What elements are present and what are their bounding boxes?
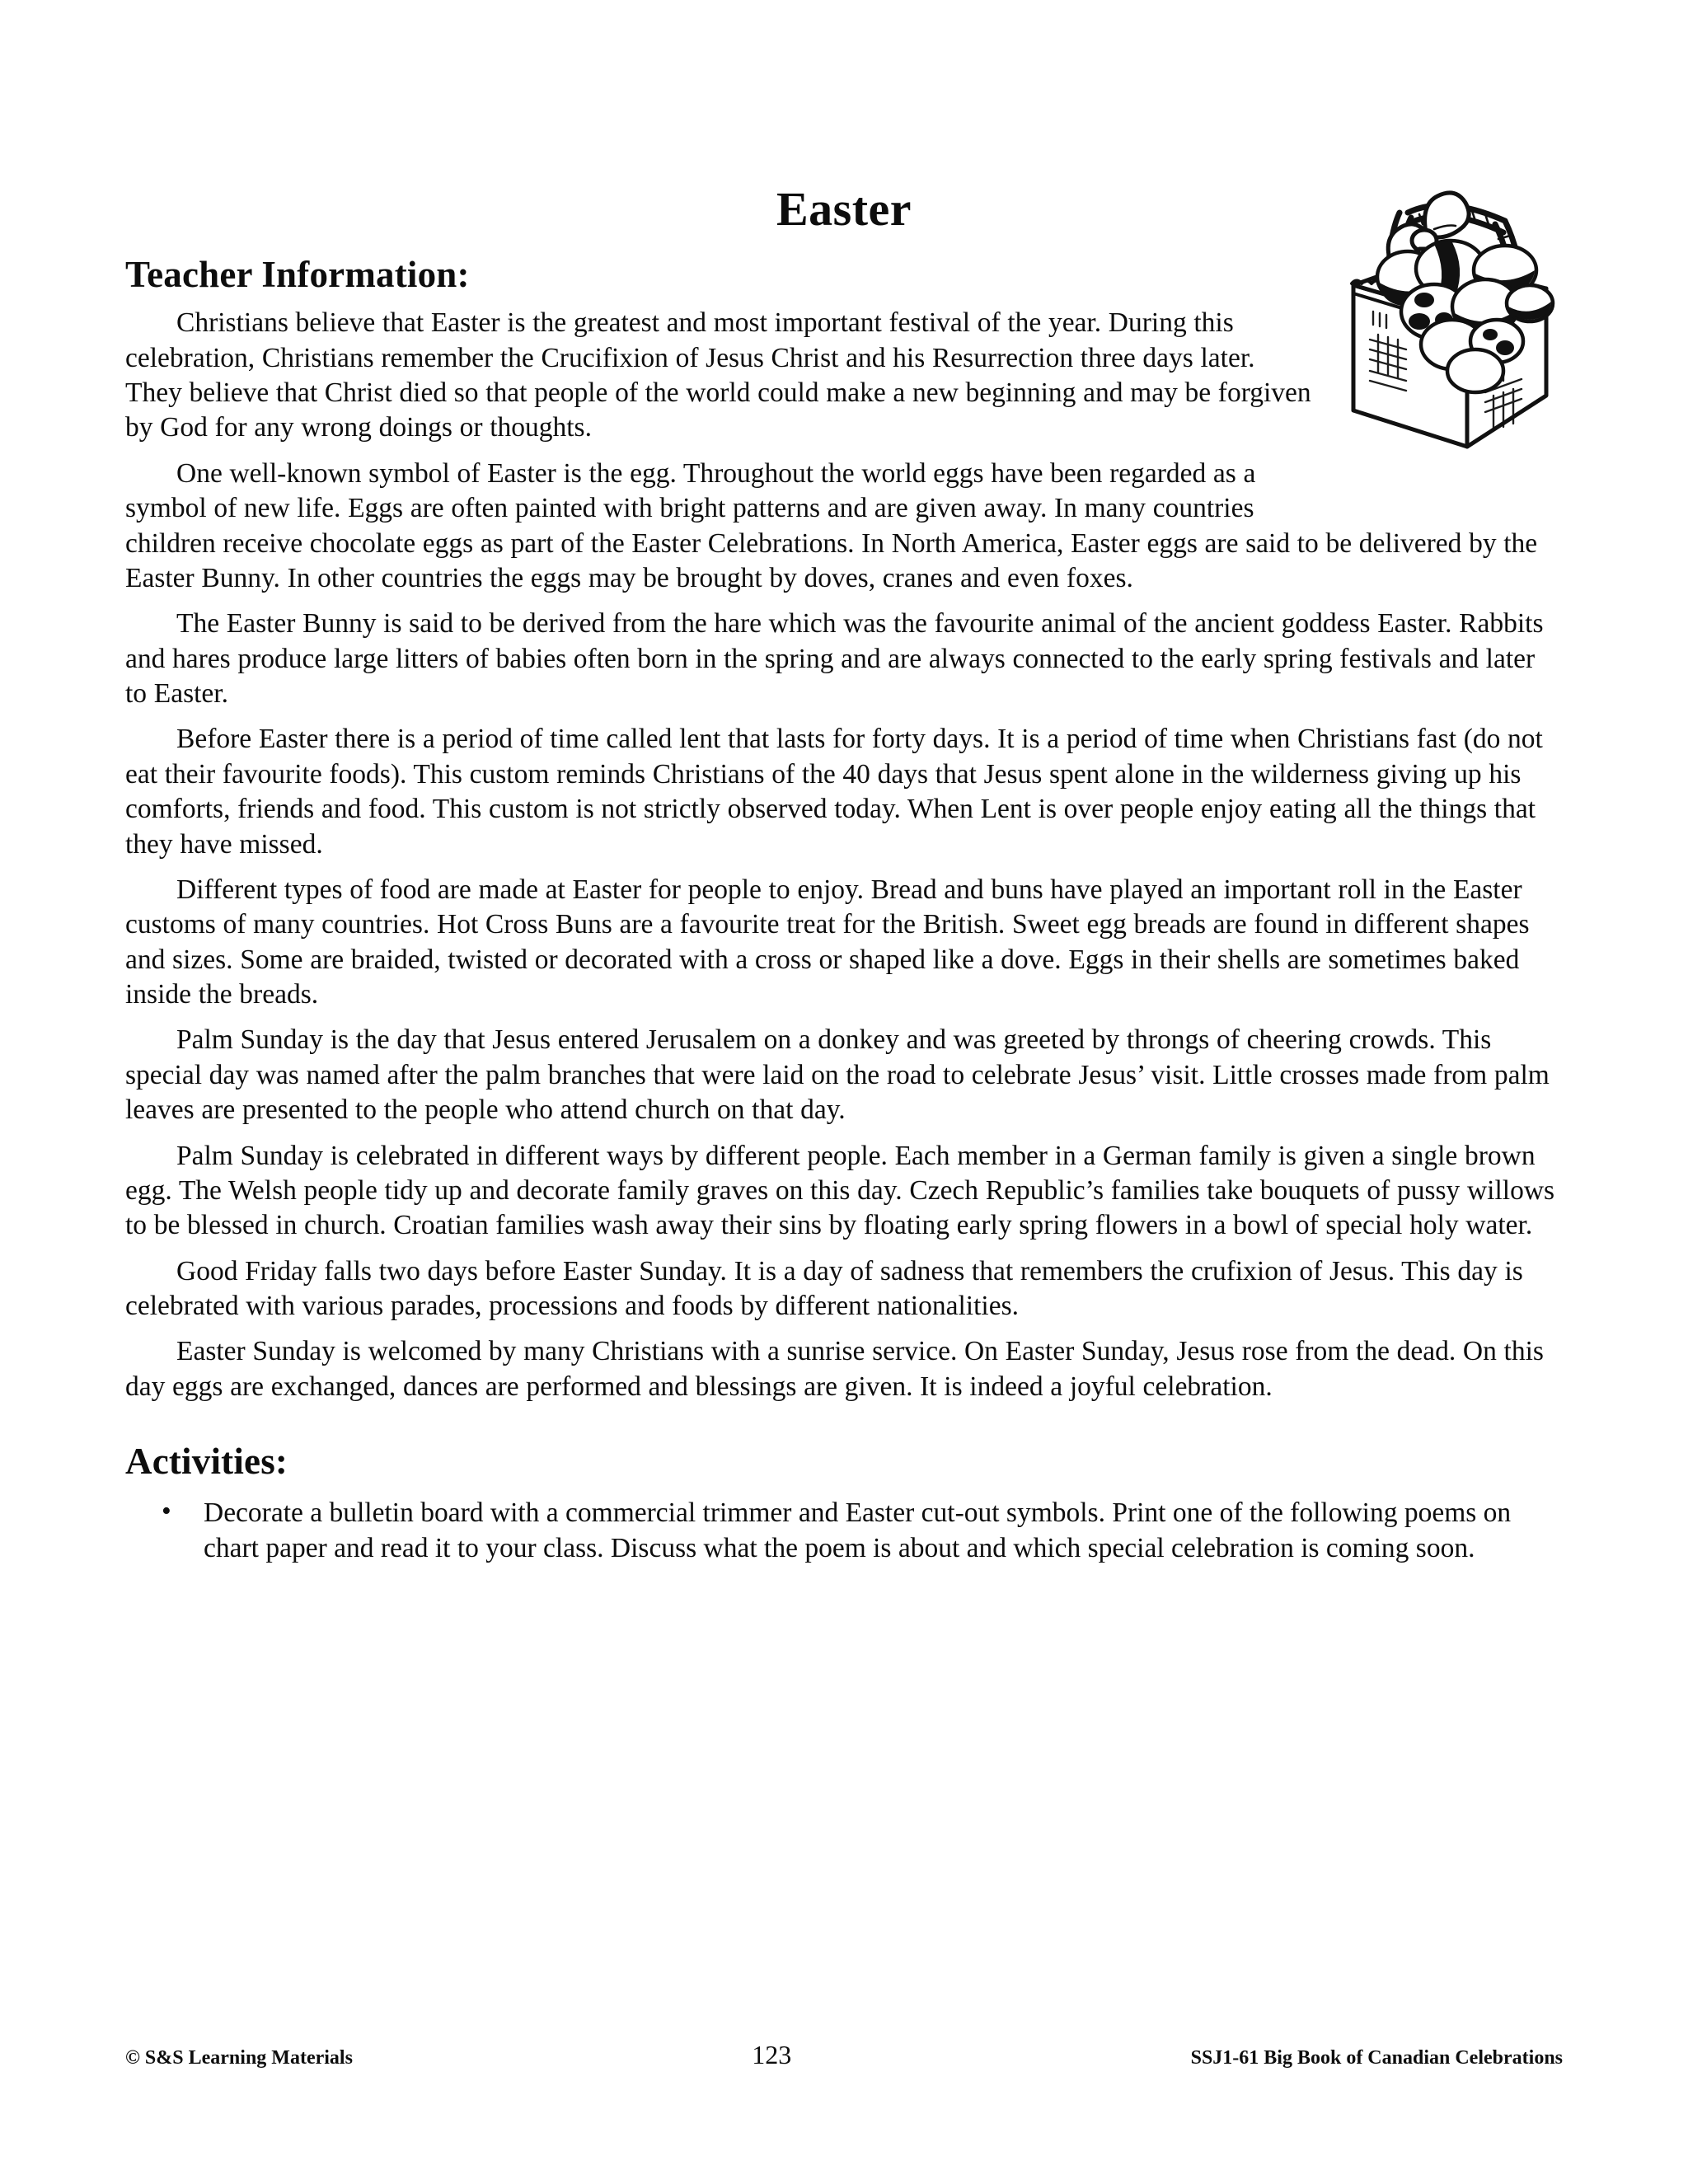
teacher-information-heading: Teacher Information: <box>125 254 470 295</box>
paragraph-text: Christians believe that Easter is the greatest and most important festival of the year. During this celebration, Christians remember the Crucifixion of Jesus Christ and his Resurrection three days later. They believe that Christ died so that people of the world could make a new beginning and may be forgiven by God for any wrong doings or thoughts. <box>125 307 1311 443</box>
paragraph-lent: Before Easter there is a period of time called lent that lasts for forty days. It is a period of time when Christians fast (do not eat their favourite foods). This custom reminds Christians of the 40 days that Jesus spent alone in the wilderness giving up his comforts, friends and food. This custom is not strictly observed today. When Lent is over people enjoy eating all the things that they have missed. <box>125 724 1543 860</box>
activity-text: Decorate a bulletin board with a commercial trimmer and Easter cut-out symbols. Print one of the following poems on chart paper and read it to your class. Discuss what the poem is about and which special celebration is coming soon. <box>204 1497 1512 1563</box>
document-content <box>125 255 1563 1574</box>
footer-book-reference: SSJ1-61 Big Book of Canadian Celebrations <box>1190 2047 1563 2069</box>
footer-copyright: © S&S Learning Materials <box>125 2047 353 2069</box>
paragraph-palm-sunday: Palm Sunday is the day that Jesus entered Jerusalem on a donkey and was greeted by throngs of cheering crowds. This special day was named after the palm branches that were laid on the road to celebrate Jesus’ visit. Little crosses made from palm leaves are presented to the people who attend church on that day. <box>125 1024 1550 1126</box>
bullet-icon: • <box>162 1496 171 1527</box>
paragraph-easter-bunny: The Easter Bunny is said to be derived from the hare which was the favourite animal of the ancient goddess Easter. Rabbits and hares produce large litters of babies often born in the spring and are always connected to the early spring festivals and later to Easter. <box>125 608 1544 709</box>
paragraph-palm-sunday-customs: Palm Sunday is celebrated in different ways by different people. Each member in a German family is given a single brown egg. The Welsh people tidy up and decorate family graves on this day. Czech Republic’s families take bouquets of pussy willows to be blessed in church. Croatian families wash away their sins by floating early spring flowers in a bowl of special holy water. <box>125 1140 1555 1241</box>
activities-list <box>125 1496 1563 1566</box>
easter-basket-illustration <box>1302 124 1566 453</box>
footer-page-number: 123 <box>752 2040 792 2069</box>
list-item <box>125 1496 1563 1566</box>
page-footer <box>125 2040 1563 2070</box>
activities-heading: Activities: <box>125 1441 288 1483</box>
paragraph-good-friday: Good Friday falls two days before Easter Sunday. It is a day of sadness that remembers the crufixion of Jesus. This day is celebrated with various parades, processions and foods by different nationalities. <box>125 1255 1523 1321</box>
easter-basket-icon <box>1302 124 1566 453</box>
paragraph-food: Different types of food are made at Easter for people to enjoy. Bread and buns have played an important roll in the Easter customs of many countries. Hot Cross Buns are a favourite treat for the British. Sweet egg breads are found in different shapes and sizes. Some are braided, twisted or decorated with a cross or shaped like a dove. Eggs in their shells are sometimes baked inside the breads. <box>125 874 1530 1010</box>
paragraph-egg-symbol: One well-known symbol of Easter is the egg. Throughout the world eggs have been regarded as a symbol of new life. Eggs are often painted with bright patterns and are given away. In many countries children receive chocolate eggs as part of the Easter Celebrations. In North America, Easter eggs are said to be delivered by the Easter Bunny. In other countries the eggs may be brought by doves, cranes and even foxes. <box>125 457 1538 593</box>
page-title: Easter <box>776 181 912 236</box>
paragraph-easter-sunday: Easter Sunday is welcomed by many Christians with a sunrise service. On Easter Sunday, Jesus rose from the dead. On this day eggs are exchanged, dances are performed and blessings are given. It is indeed a joyful celebration. <box>125 1336 1544 1402</box>
